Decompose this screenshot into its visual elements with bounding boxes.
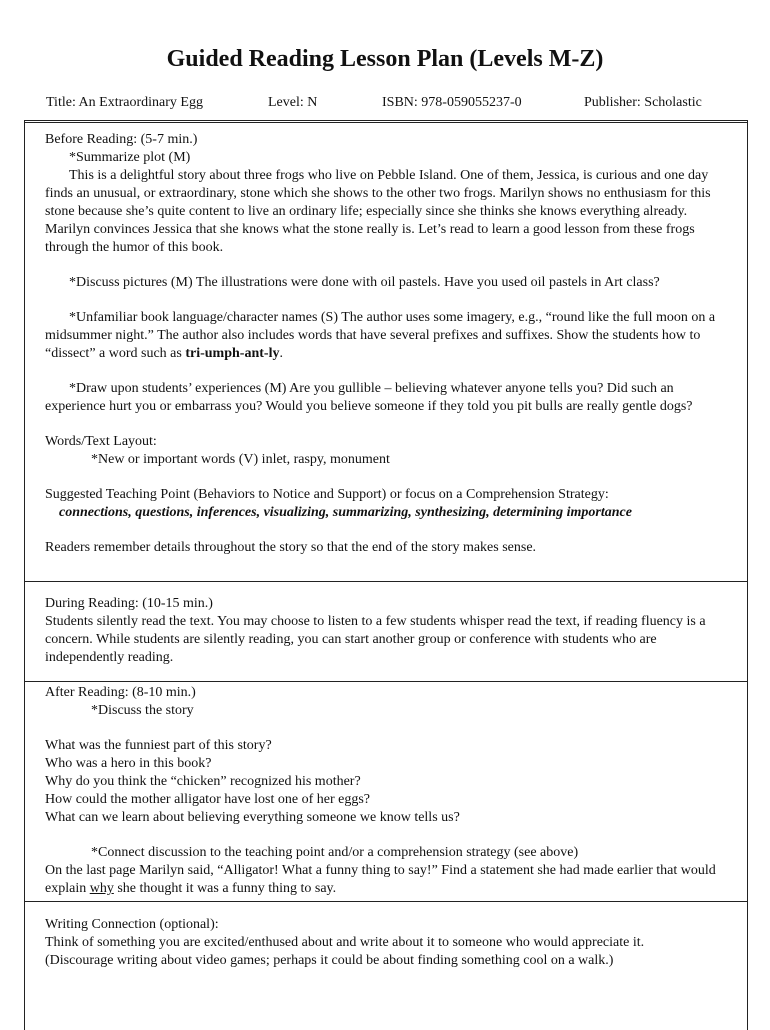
last-page-text-a: On the last page Marilyn said, “Alligator! What a funny thing to say!” Find a statement she had made earlier that would explain bbox=[45, 863, 716, 896]
after-reading-section bbox=[45, 684, 733, 898]
plot-summary: This is a delightful story about three frogs who live on Pebble Island. One of them, Jessica, is curious and one day finds an unusual, or extraordinary, stone which she shows to the other two frogs. Marilyn shows no enthusiasm for this stone because she’s quite content to live an ordinary life; especially since she thinks she knows everything already. Marilyn convinces Jessica that she knows what the stone really is. Let’s read to learn a good lesson from these frogs through the humor of this book. bbox=[45, 168, 711, 255]
during-reading-heading: During Reading: (10-15 min.) bbox=[45, 596, 213, 611]
question-item: Who was a hero in this book? bbox=[45, 756, 212, 771]
writing-line-2: (Discourage writing about video games; perhaps it could be about finding something cool on a walk.) bbox=[45, 953, 614, 968]
question-item: What can we learn about believing everything someone we know tells us? bbox=[45, 810, 460, 825]
writing-connection-section bbox=[45, 916, 733, 970]
after-reading-heading: After Reading: (8-10 min.) bbox=[45, 685, 196, 700]
before-reading-section bbox=[45, 131, 733, 557]
question-item: Why do you think the “chicken” recognized his mother? bbox=[45, 774, 361, 789]
discuss-story: *Discuss the story bbox=[91, 703, 194, 718]
during-reading-section bbox=[45, 595, 733, 667]
discuss-pictures: *Discuss pictures (M) The illustrations were done with oil pastels. Have you used oil pastels in Art class? bbox=[69, 275, 660, 290]
student-experiences: *Draw upon students’ experiences (M) Are you gullible – believing whatever anyone tells you? Did such an experience hurt you or embarrass you? Would you believe someone if they told you pit bulls are really gentle dogs? bbox=[45, 381, 693, 414]
divider-writing bbox=[25, 901, 747, 902]
book-level: Level: N bbox=[268, 95, 318, 110]
unfamiliar-language bbox=[45, 309, 733, 363]
book-isbn: ISBN: 978-059055237-0 bbox=[382, 95, 522, 110]
dissect-word: tri-umph-ant-ly bbox=[185, 346, 280, 361]
book-publisher: Publisher: Scholastic bbox=[584, 95, 702, 110]
table-top-border bbox=[25, 120, 747, 123]
connect-discussion: *Connect discussion to the teaching point and/or a comprehension strategy (see above) bbox=[91, 845, 579, 860]
last-page-prompt bbox=[45, 862, 733, 898]
writing-line-1: Think of something you are excited/enthused about and write about it to someone who would appreciate it. bbox=[45, 935, 645, 950]
last-page-text-b: she thought it was a funny thing to say. bbox=[113, 881, 337, 896]
teaching-point: Suggested Teaching Point (Behaviors to Notice and Support) or focus on a Comprehension Strategy: bbox=[45, 487, 609, 502]
comprehension-strategies: connections, questions, inferences, visualizing, summarizing, synthesizing, determining importance bbox=[59, 505, 632, 520]
question-item: How could the mother alligator have lost one of her eggs? bbox=[45, 792, 371, 807]
unfamiliar-period: . bbox=[279, 346, 283, 361]
readers-remember: Readers remember details throughout the story so that the end of the story makes sense. bbox=[45, 540, 537, 555]
during-reading-text: Students silently read the text. You may choose to listen to a few students whisper read the text, if reading fluency is a concern. While students are silently reading, you can start another group or conference with students who are independently reading. bbox=[45, 614, 706, 665]
question-item: What was the funniest part of this story? bbox=[45, 738, 272, 753]
page-title: Guided Reading Lesson Plan (Levels M-Z) bbox=[166, 46, 604, 72]
divider-after bbox=[25, 681, 747, 682]
unfamiliar-language-text: *Unfamiliar book language/character names (S) The author uses some imagery, e.g., “round like the full moon on a midsummer night.” The author also includes words that have several prefixes and suffixes. Show the students how to “dissect” a word such as bbox=[45, 310, 716, 361]
why-underlined: why bbox=[89, 881, 114, 896]
words-layout-heading: Words/Text Layout: bbox=[45, 434, 157, 449]
important-words: *New or important words (V) inlet, raspy, monument bbox=[91, 452, 390, 467]
before-reading-heading: Before Reading: (5-7 min.) bbox=[45, 132, 198, 147]
divider-during bbox=[25, 581, 747, 582]
book-title: Title: An Extraordinary Egg bbox=[46, 95, 203, 110]
summarize-label: *Summarize plot (M) bbox=[69, 150, 191, 165]
writing-heading: Writing Connection (optional): bbox=[45, 917, 219, 932]
lesson-table bbox=[24, 120, 748, 1030]
